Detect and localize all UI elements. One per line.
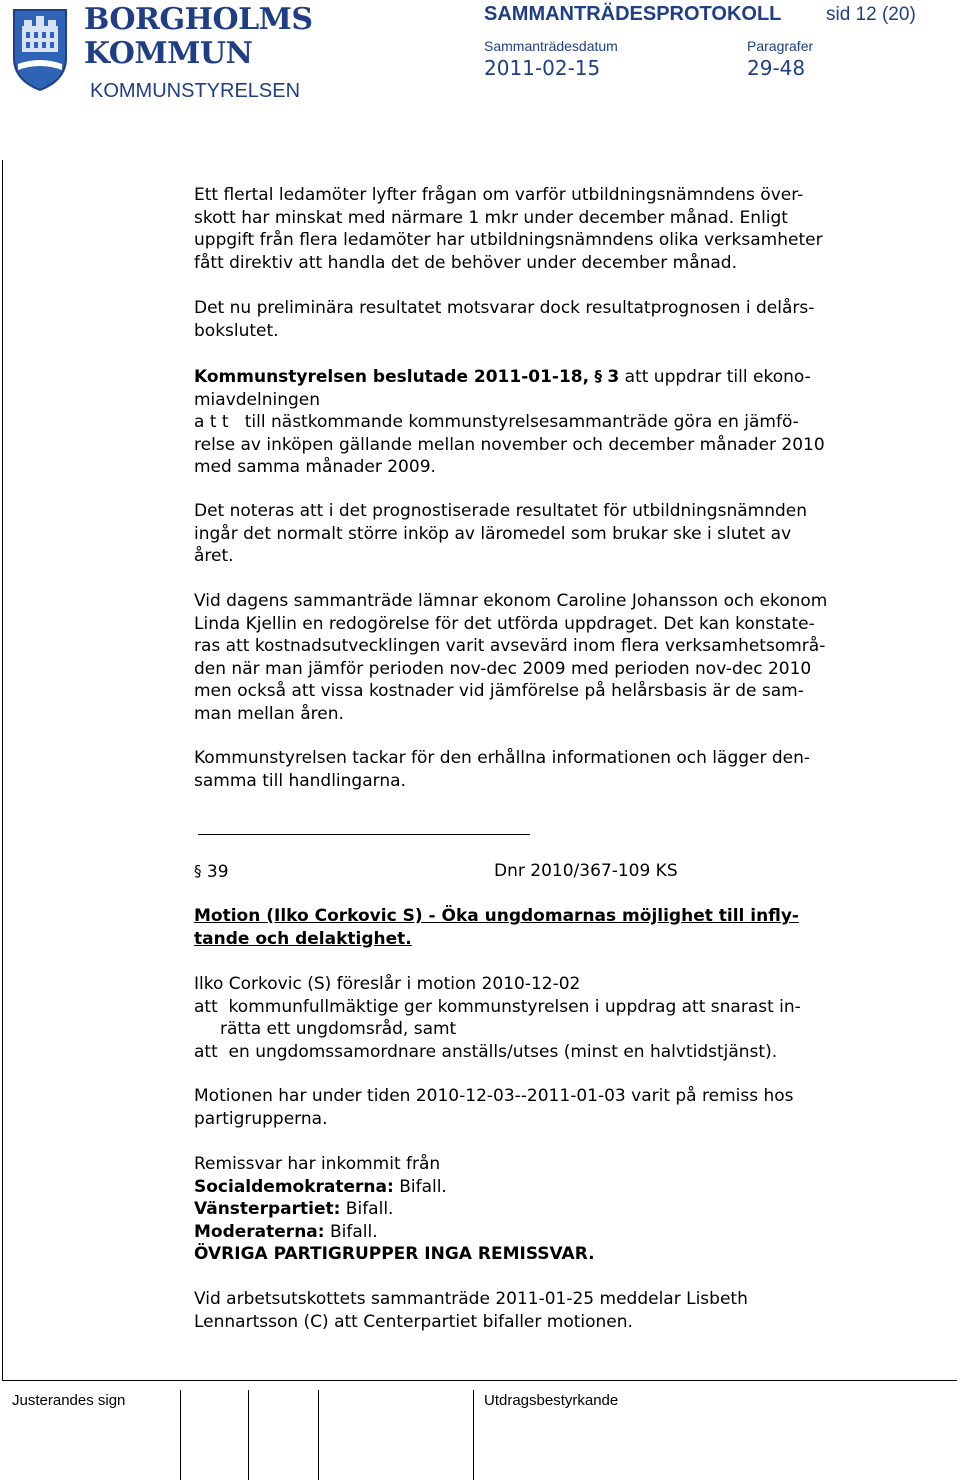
reply-row: Socialdemokraterna: Bifall. [194,1176,447,1197]
decision-lead: Kommunstyrelsen beslutade 2011-01-18, [194,367,590,387]
footer-divider [180,1390,181,1480]
paragraph-board-question: Ett flertal ledamöter lyfter frågan om varför utbildningsnämndens över- skott har minskat med närmare 1 mkr under december månad. Enligt uppgift från flera ledamöter har utbildningsnämndens olika verksamheter fått direktiv att handla det de behöver under december månad. [194,185,823,273]
no-replies-note: ÖVRIGA PARTIGRUPPER INGA REMISSVAR. [194,1244,595,1264]
paragraphs-value: 29-48 [747,56,806,80]
paragraph-preliminary-result: Det nu preliminära resultatet motsvarar dock resultatprognosen i delårs- bokslutet. [194,298,815,341]
paragraphs-label: Paragrafer [747,38,814,54]
remiss-replies: Remissvar har inkommit från Socialdemokraterna: Bifall. Vänsterpartiet: Bifall. Moderaterna: Bifall. ÖVRIGA PARTIGRUPPER INGA REMISSVAR. [194,1153,894,1266]
footer-divider [318,1390,319,1480]
organization-name-line1: BORGHOLMS [84,2,313,37]
meeting-date-label: Sammanträdesdatum [484,38,618,54]
page-number: sid 12 (20) [826,4,916,25]
extract-certification-label: Utdragsbestyrkande [484,1392,619,1409]
department-name: KOMMUNSTYRELSEN [90,80,301,102]
footer-divider [248,1390,249,1480]
reply-row: Moderaterna: Bifall. [194,1221,378,1242]
section-title: Motion (Ilko Corkovic S) - Öka ungdomarnas möjlighet till infly- tande och delaktighet. [194,906,799,949]
paragraph-board-decision: Kommunstyrelsen beslutade 2011-01-18, § 3 att uppdrar till ekono- miavdelningen a t t till nästkommande kommunstyrelsesammanträde göra en jämfö- relse av inköpen gällande mellan november och december månader 2010 med samma månader 2009. [194,367,825,477]
municipal-crest-logo [10,4,70,92]
meeting-date-value: 2011-02-15 [484,56,601,80]
left-margin-rule [2,160,3,1380]
section-number: § 39 [194,862,229,882]
paragraph-board-thanks: Kommunstyrelsen tackar för den erhållna informationen och lägger den- samma till handlingarna. [194,748,811,791]
signature-label: Justerandes sign [12,1392,126,1409]
footer-divider [473,1390,474,1480]
reply-row: Vänsterpartiet: Bifall. [194,1199,394,1219]
section-separator [198,834,530,835]
paragraph-economist-report: Vid dagens sammanträde lämnar ekonom Caroline Johansson och ekonom Linda Kjellin en redogörelse för det utförda uppdraget. Det kan konstate- ras att kostnadsutvecklingen varit avsevärd inom flera verksamhetsområ- den när man jämför perioden nov-dec 2009 med perioden nov-dec 2010 men också att vissa kostnader vid jämförelse på helårsbasis är de sam- man mellan åren. [194,591,828,724]
section-symbol: § [594,367,602,385]
paragraph-committee-meeting: Vid arbetsutskottets sammanträde 2011-01-25 meddelar Lisbeth Lennartsson (C) att Centerpartiet bifaller motionen. [194,1289,748,1332]
case-number: Dnr 2010/367-109 KS [494,861,678,881]
paragraph-forecast-note: Det noteras att i det prognostiserade resultatet för utbildningsnämnden ingår det normalt större inköp av läromedel som brukar ske i slutet av året. [194,501,808,566]
organization-name-line2: KOMMUN [84,36,253,71]
motion-proposal: Ilko Corkovic (S) föreslår i motion 2010-12-02 att kommunfullmäktige ger kommunstyrelsen i uppdrag att snarast in- rätta ett ungdomsråd, samt att en ungdomssamordnare anställs/utses (minst en halvtidstjänst). [194,974,801,1062]
document-type-title: SAMMANTRÄDESPROTOKOLL [484,3,782,25]
paragraph-remiss: Motionen har under tiden 2010-12-03--2011-01-03 varit på remiss hos partigrupperna. [194,1086,794,1129]
footer-rule [2,1380,957,1381]
